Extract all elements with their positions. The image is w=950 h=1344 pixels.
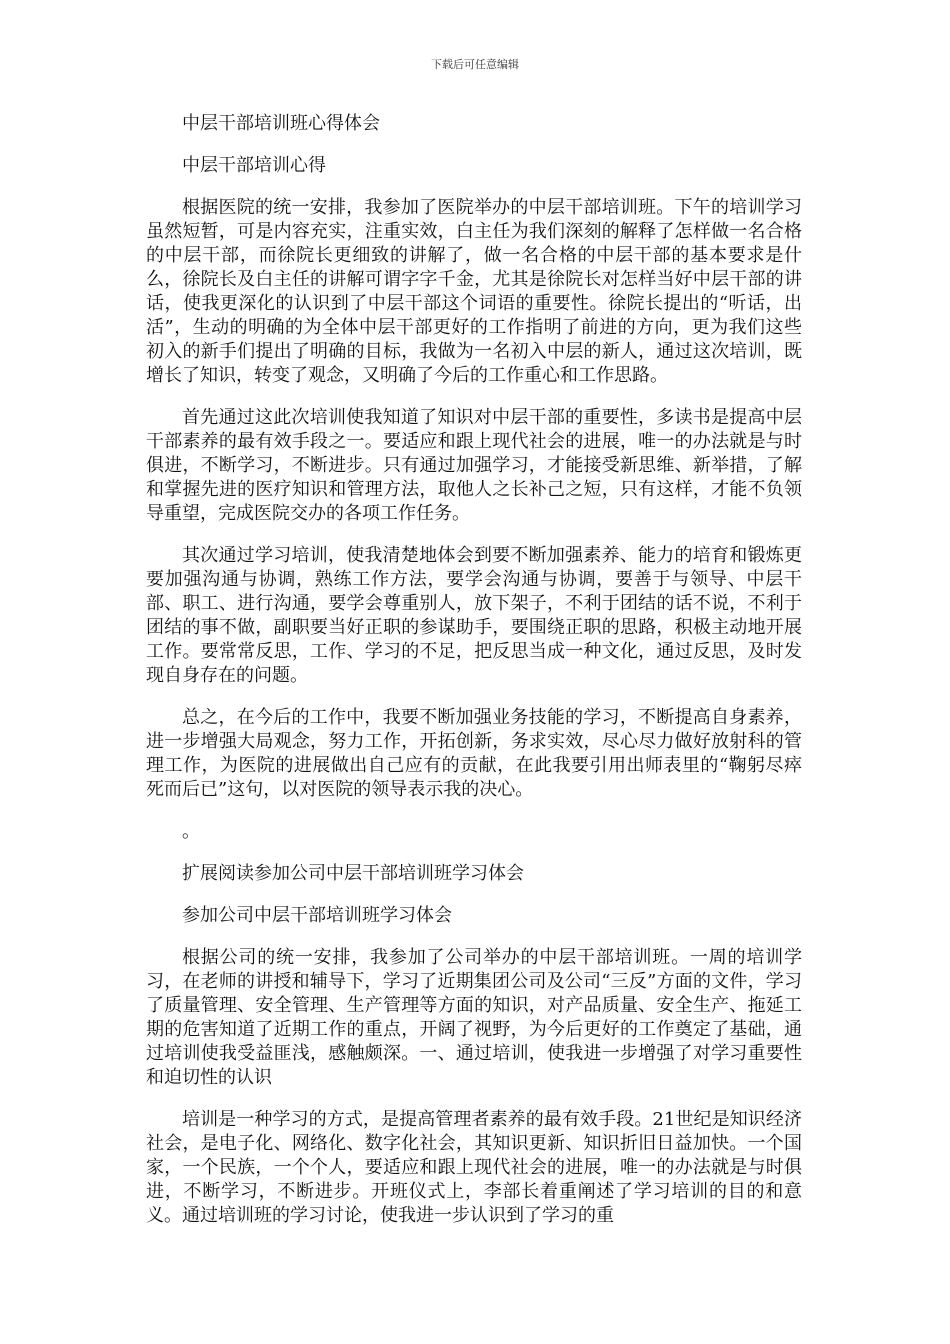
document-body: [146, 112, 802, 1246]
document-title: 中层干部培训班心得体会: [182, 113, 380, 134]
paragraph-4: 总之，在今后的工作中，我要不断加强业务技能的学习，不断提高自身素养，进一步增强大局观念，努力工作，开拓创新，务求实效，尽心尽力做好放射科的管理工作，为医院的进展做出自己应有的贡献，在此我要引用出师表里的“鞠躬尽瘁死而后已”这句，以对医院的领导表示我的决心。: [146, 707, 802, 800]
separator-mark: 。: [182, 821, 200, 842]
extended-reading-title: 扩展阅读参加公司中层干部培训班学习体会: [182, 863, 524, 884]
extended-reading-subtitle: 参加公司中层干部培训班学习体会: [182, 905, 452, 926]
paragraph-1: 根据医院的统一安排，我参加了医院举办的中层干部培训班。下午的培训学习虽然短暂，可是内容充实，注重实效，白主任为我们深刻的解释了怎样做一名合格的中层干部，而徐院长更细致的讲解了，做一名合格的中层干部的基本要求是什么，徐院长及白主任的讲解可谓字字千金，尤其是徐院长对怎样当好中层干部的讲话，使我更深化的认识到了中层干部这个词语的重要性。徐院长提出的“听话，出活”，生动的明确的为全体中层干部更好的工作指明了前进的方向，更为我们这些初入的新手们提出了明确的目标，我做为一名初入中层的新人，通过这次培训，既增长了知识，转变了观念，又明确了今后的工作重心和工作思路。: [146, 197, 802, 386]
paragraph-3: 其次通过学习培训，使我清楚地体会到要不断加强素养、能力的培育和锻炼更要加强沟通与协调，熟练工作方法，要学会沟通与协调，要善于与领导、中层干部、职工、进行沟通，要学会尊重别人，放下架子，不利于团结的话不说，不利于团结的事不做，副职要当好正职的参谋助手，要围绕正职的思路，积极主动地开展工作。要常常反思，工作、学习的不足，把反思当成一种文化，通过反思，及时发现自身存在的问题。: [146, 545, 802, 686]
paragraph-2: 首先通过这此次培训使我知道了知识对中层干部的重要性，多读书是提高中层干部素养的最有效手段之一。要适应和跟上现代社会的进展，唯一的办法就是与时俱进，不断学习，不断进步。只有通过加强学习，才能接受新思维、新举措，了解和掌握先进的医疗知识和管理方法，取他人之长补己之短，只有这样，才能不负领导重望，完成医院交办的各项工作任务。: [146, 407, 802, 524]
page-header: 下载后可任意编辑: [431, 58, 519, 71]
paragraph-6: 培训是一种学习的方式，是提高管理者素养的最有效手段。21世纪是知识经济社会，是电子化、网络化、数字化社会，其知识更新、知识折旧日益加快。一个国家，一个民族，一个个人，要适应和跟上现代社会的进展，唯一的办法就是与时俱进，不断学习，不断进步。开班仪式上，李部长着重阐述了学习培训的目的和意义。通过培训班的学习讨论，使我进一步认识到了学习的重: [146, 1109, 802, 1226]
paragraph-5: 根据公司的统一安排，我参加了公司举办的中层干部培训班。一周的培训学习，在老师的讲授和辅导下，学习了近期集团公司及公司“三反”方面的文件，学习了质量管理、安全管理、生产管理等方面的知识，对产品质量、安全生产、拖延工期的危害知道了近期工作的重点，开阔了视野，为今后更好的工作奠定了基础，通过培训使我受益匪浅，感触颇深。一、通过培训，使我进一步增强了对学习重要性和迫切性的认识: [146, 947, 802, 1088]
document-subtitle: 中层干部培训心得: [182, 155, 326, 176]
